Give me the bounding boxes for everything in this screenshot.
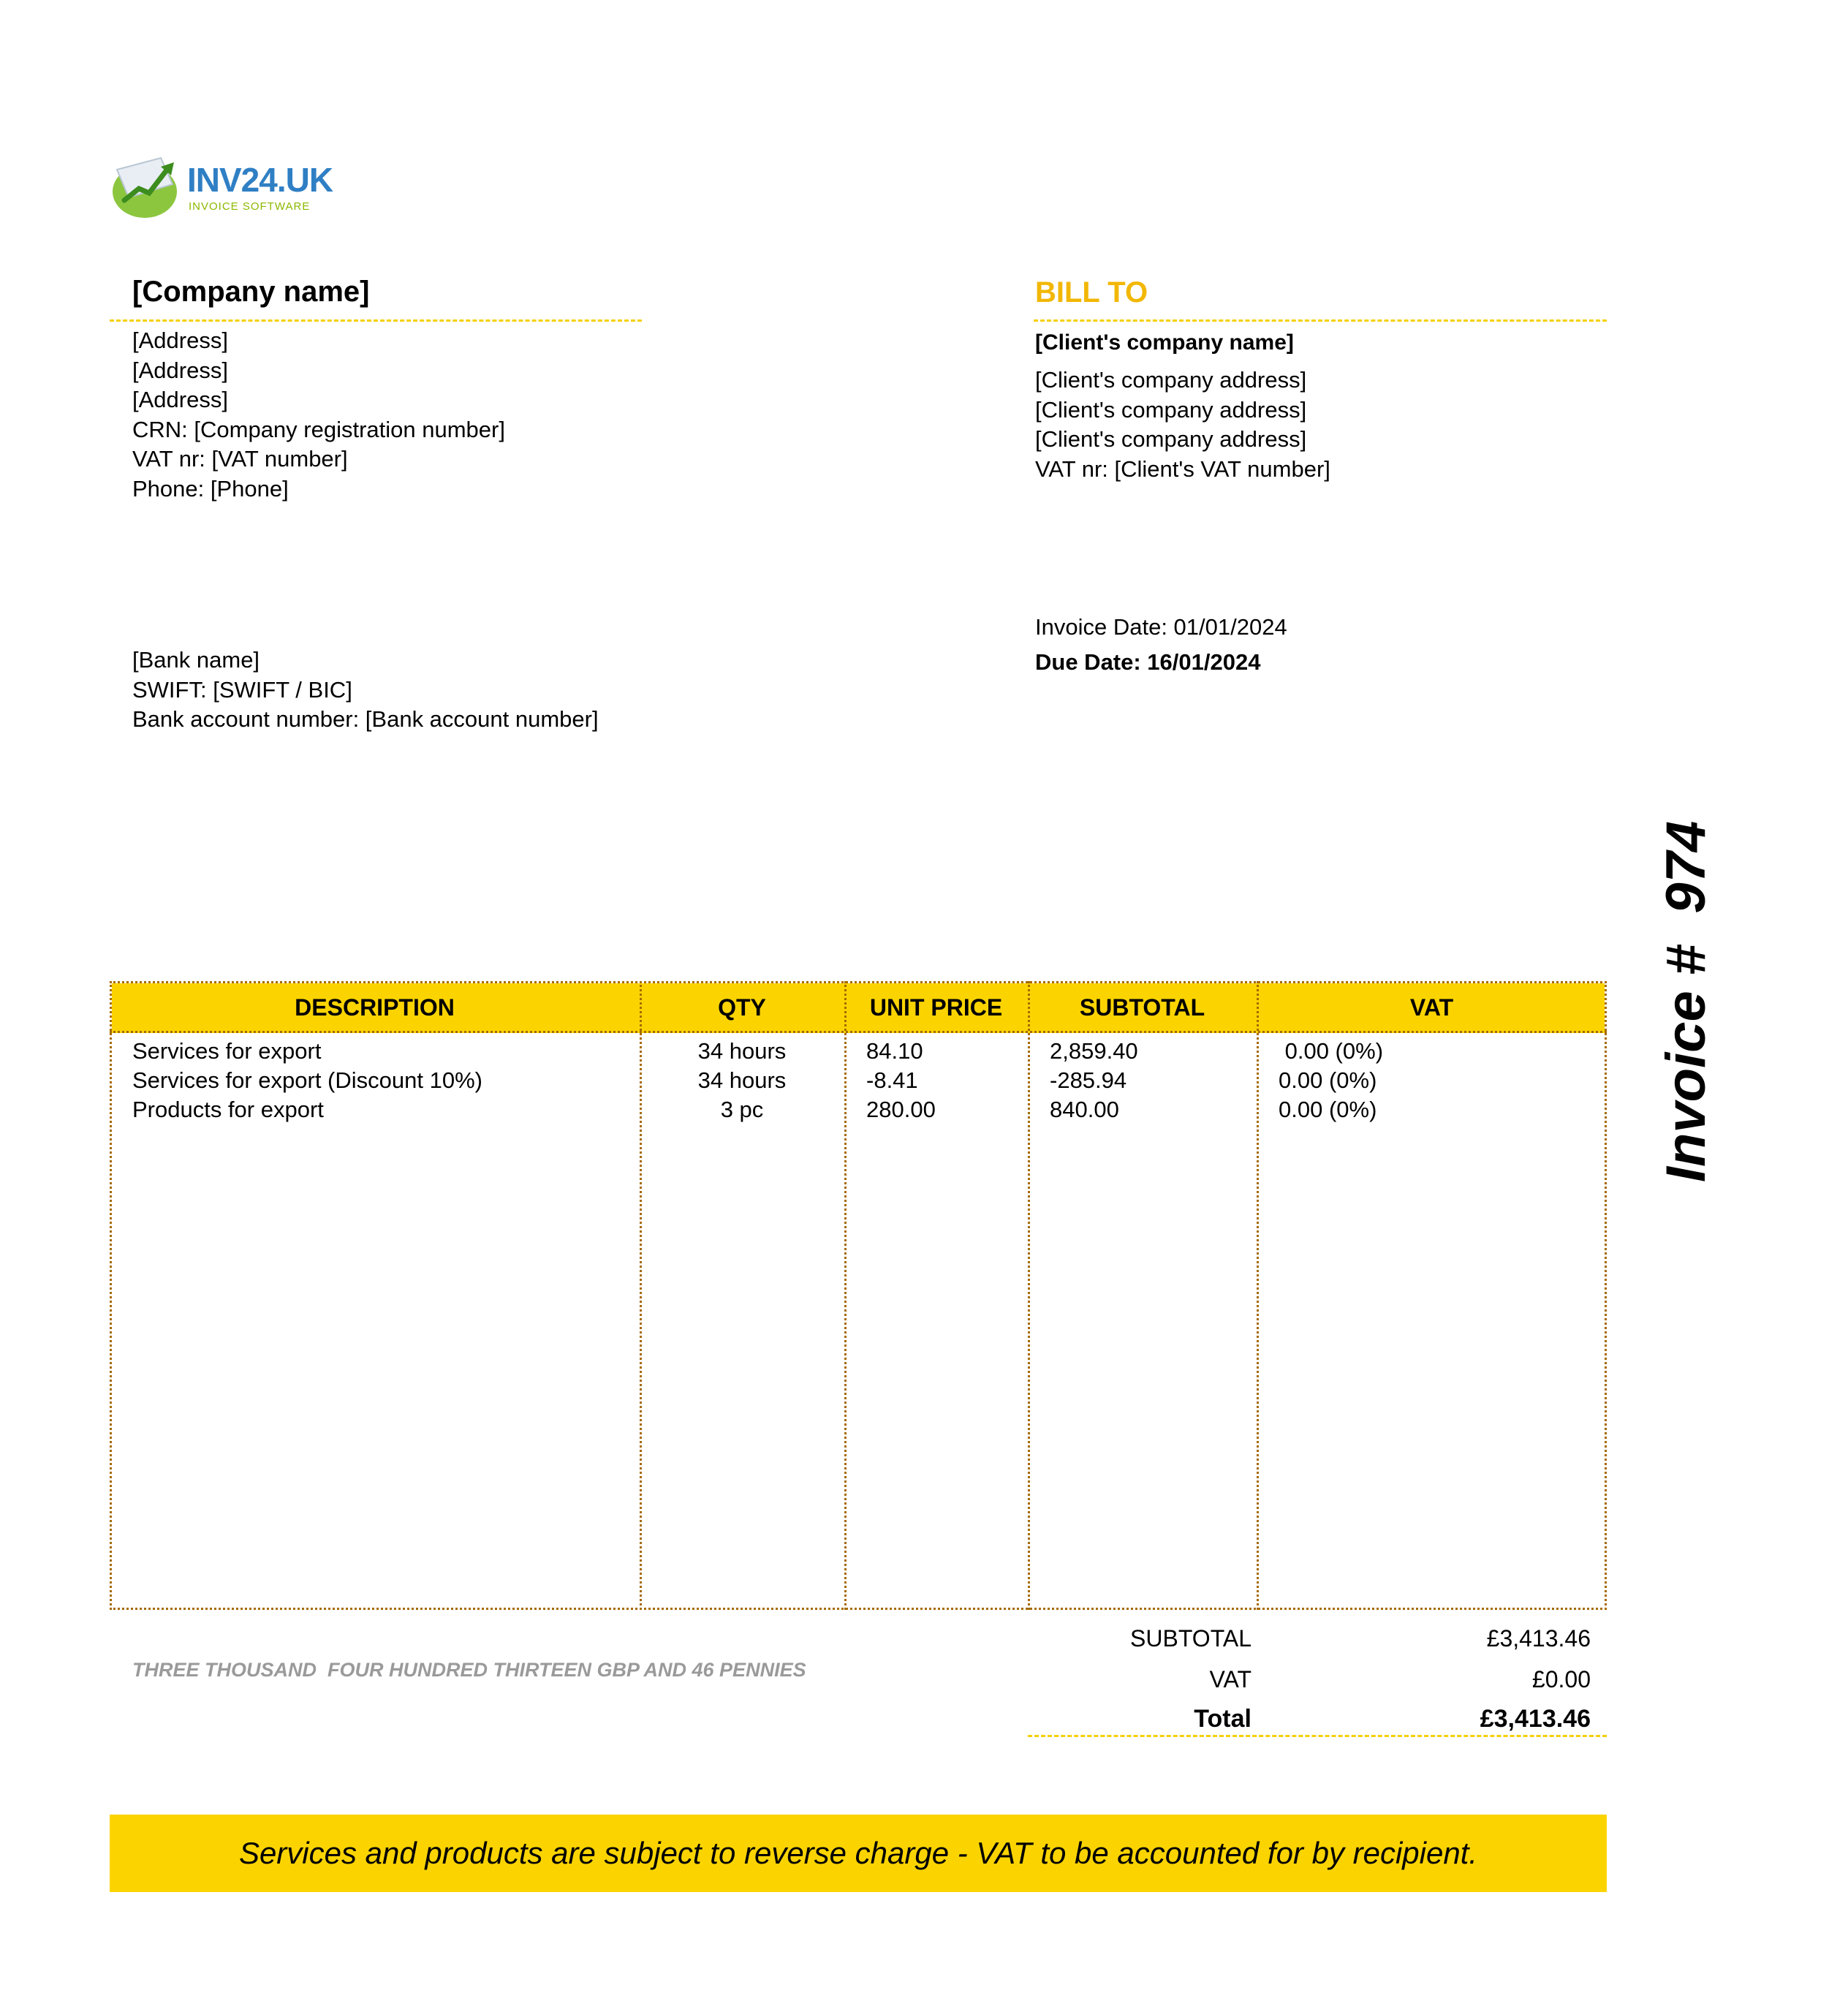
vat-label: VAT bbox=[1209, 1666, 1251, 1692]
row-unit-price: 280.00 bbox=[866, 1097, 936, 1122]
header-qty: QTY bbox=[718, 994, 766, 1021]
invoice-number: Invoice # 974 bbox=[1655, 820, 1717, 1183]
subtotal-value: £3,413.46 bbox=[1486, 1625, 1591, 1652]
company-address-line: [Address] bbox=[132, 328, 228, 353]
client-address-line: [Client's company address] bbox=[1035, 396, 1307, 423]
total-divider bbox=[1028, 1735, 1607, 1737]
bill-to-divider bbox=[1034, 319, 1607, 322]
row-qty: 3 pc bbox=[720, 1097, 764, 1122]
header-subtotal: SUBTOTAL bbox=[1079, 994, 1205, 1021]
logo-tagline: INVOICE SOFTWARE bbox=[189, 200, 311, 213]
row-qty: 34 hours bbox=[697, 1067, 787, 1093]
bill-to-label: BILL TO bbox=[1035, 276, 1148, 309]
row-vat: 0.00 (0%) bbox=[1279, 1067, 1377, 1093]
company-details bbox=[132, 326, 505, 504]
row-subtotal: 2,859.40 bbox=[1050, 1038, 1138, 1064]
column-divider bbox=[844, 981, 847, 1610]
row-qty: 34 hours bbox=[697, 1038, 787, 1064]
total-label: Total bbox=[1194, 1705, 1251, 1733]
row-description: Services for export (Discount 10%) bbox=[132, 1067, 482, 1093]
row-subtotal: -285.94 bbox=[1050, 1067, 1127, 1093]
reverse-charge-note: Services and products are subject to reverse charge - VAT to be accounted for by recipient. bbox=[238, 1836, 1478, 1870]
client-details bbox=[1035, 366, 1330, 484]
bank-name: [Bank name] bbox=[132, 647, 260, 673]
client-vat: VAT nr: [Client's VAT number] bbox=[1035, 455, 1330, 482]
amount-in-words: THREE THOUSAND FOUR HUNDRED THIRTEEN GBP AND 46 PENNIES bbox=[132, 1659, 806, 1681]
bank-swift: SWIFT: [SWIFT / BIC] bbox=[132, 676, 352, 703]
vat-value: £0.00 bbox=[1531, 1666, 1591, 1692]
header-unit-price: UNIT PRICE bbox=[869, 994, 1003, 1021]
column-divider bbox=[1257, 981, 1259, 1610]
bank-account: Bank account number: [Bank account number] bbox=[132, 706, 599, 732]
column-divider bbox=[1028, 981, 1030, 1610]
company-phone: Phone: [Phone] bbox=[132, 475, 289, 502]
row-unit-price: -8.41 bbox=[866, 1067, 918, 1093]
row-vat: 0.00 (0%) bbox=[1279, 1038, 1384, 1064]
table-header-divider bbox=[110, 1031, 1607, 1033]
company-crn: CRN: [Company registration number] bbox=[132, 416, 505, 442]
row-unit-price: 84.10 bbox=[866, 1038, 923, 1064]
header-description: DESCRIPTION bbox=[295, 994, 455, 1021]
company-divider bbox=[110, 319, 642, 322]
logo-name: INV24.UK bbox=[187, 161, 333, 199]
client-address-line: [Client's company address] bbox=[1035, 367, 1307, 393]
row-vat: 0.00 (0%) bbox=[1279, 1097, 1377, 1122]
invoice-date: Invoice Date: 01/01/2024 bbox=[1035, 614, 1287, 640]
total-value: £3,413.46 bbox=[1480, 1705, 1591, 1733]
bank-details bbox=[132, 646, 599, 735]
company-address-line: [Address] bbox=[132, 387, 228, 412]
company-name: [Company name] bbox=[132, 276, 370, 308]
client-address-line: [Client's company address] bbox=[1035, 426, 1307, 452]
subtotal-label: SUBTOTAL bbox=[1130, 1625, 1251, 1652]
header-vat: VAT bbox=[1409, 994, 1454, 1021]
due-date: Due Date: 16/01/2024 bbox=[1035, 649, 1261, 675]
company-address-line: [Address] bbox=[132, 357, 228, 383]
company-vat: VAT nr: [VAT number] bbox=[132, 446, 348, 472]
row-description: Products for export bbox=[132, 1097, 324, 1122]
client-name: [Client's company name] bbox=[1035, 330, 1294, 355]
row-subtotal: 840.00 bbox=[1050, 1097, 1119, 1122]
row-description: Services for export bbox=[132, 1038, 322, 1064]
